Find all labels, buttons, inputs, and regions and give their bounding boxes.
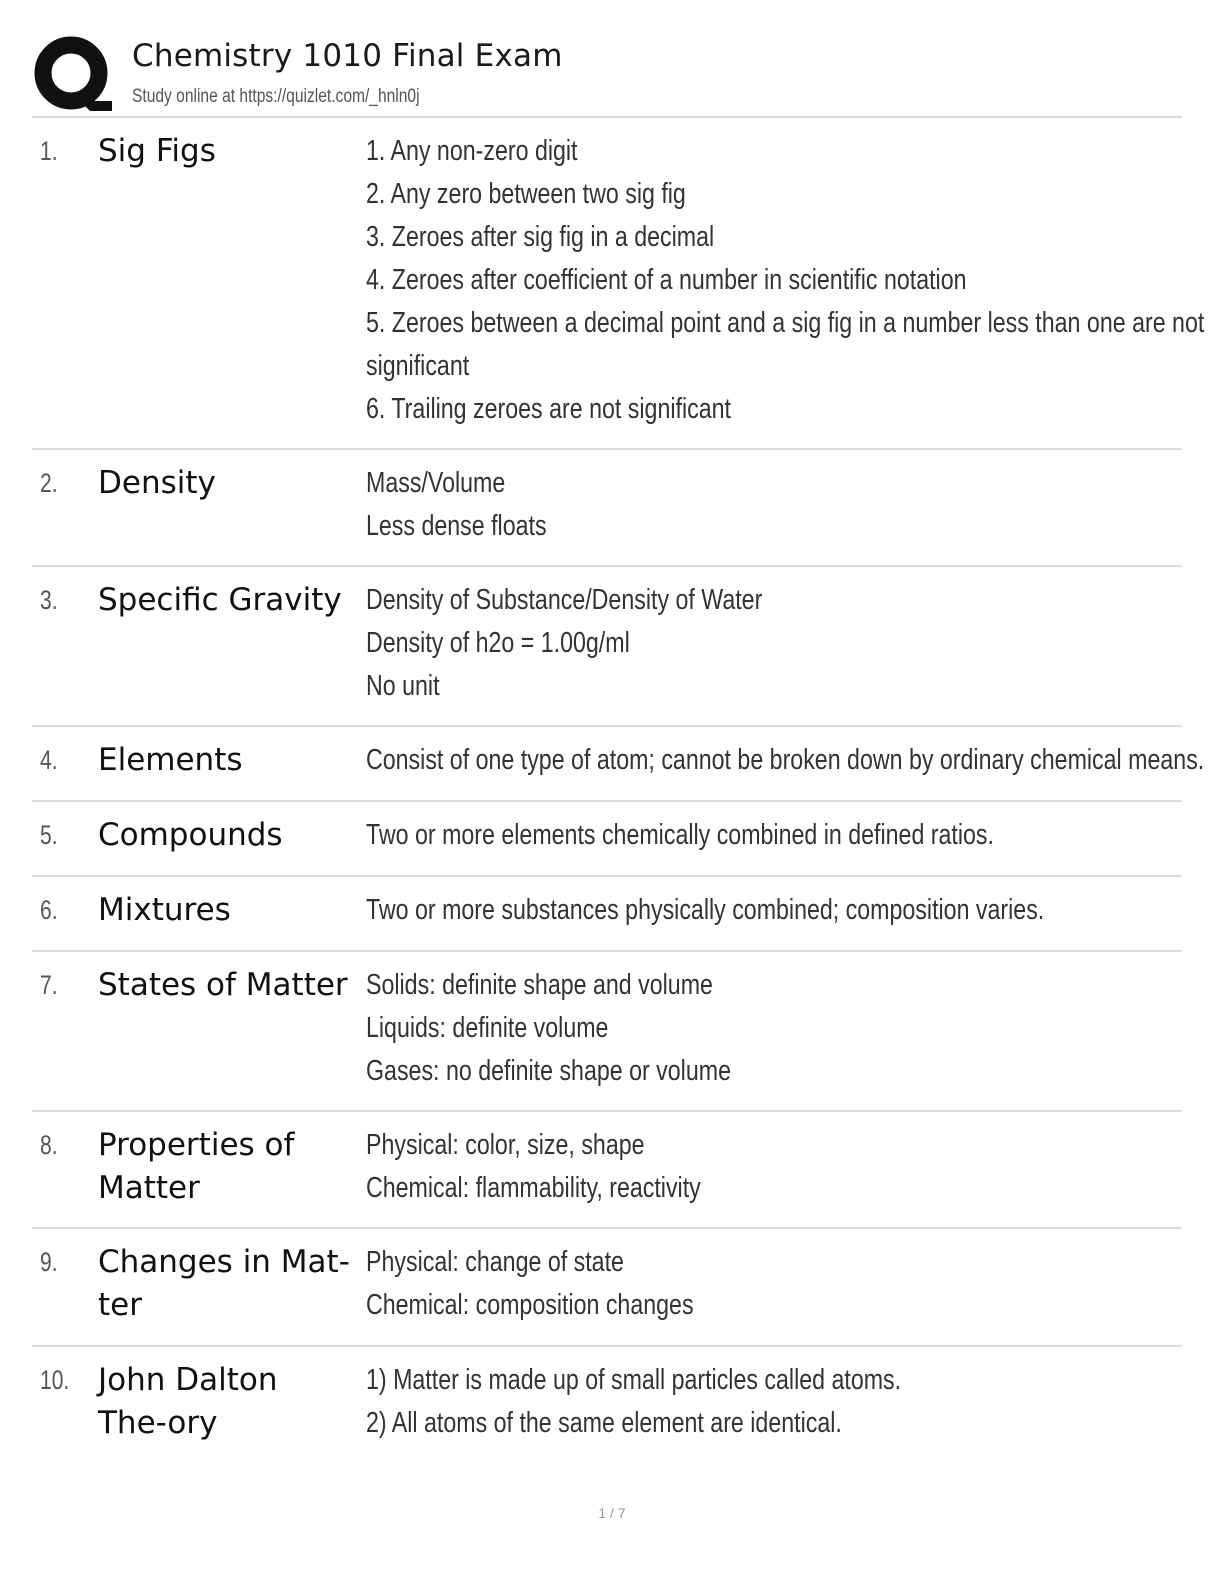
flashcard-list xyxy=(32,118,1205,1465)
card-number: 6. xyxy=(40,895,58,925)
card-number: 5. xyxy=(40,820,58,850)
page-title: Chemistry 1010 Final Exam xyxy=(132,38,563,74)
definition-line: Two or more elements chemically combined in defined ratios. xyxy=(366,819,994,851)
card-number: 9. xyxy=(40,1247,58,1277)
study-link[interactable]: Study online at https://quizlet.com/_hnln0j xyxy=(132,86,420,107)
definition-line: significant xyxy=(366,350,470,382)
card-number: 2. xyxy=(40,468,58,498)
card-row xyxy=(32,952,1182,1112)
card-row xyxy=(32,450,1182,567)
card-term: Density xyxy=(98,465,216,501)
card-number: 4. xyxy=(40,745,58,775)
card-term: Changes in Mat-ter xyxy=(98,1244,350,1323)
card-definition xyxy=(366,1241,1150,1327)
definition-line: Solids: definite shape and volume xyxy=(366,969,713,1001)
definition-line: Gases: no definite shape or volume xyxy=(366,1055,731,1087)
card-definition xyxy=(366,889,1150,932)
definition-line: 1. Any non-zero digit xyxy=(366,135,578,167)
definition-line: Mass/Volume xyxy=(366,467,506,499)
card-row xyxy=(32,118,1205,450)
definition-line: Physical: color, size, shape xyxy=(366,1129,645,1161)
definition-line: 6. Trailing zeroes are not significant xyxy=(366,393,731,425)
quizlet-logo-icon xyxy=(34,35,112,113)
card-number: 1. xyxy=(40,136,58,166)
card-term: States of Matter xyxy=(98,967,348,1003)
card-term: Elements xyxy=(98,742,243,778)
definition-line: 1) Matter is made up of small particles called atoms. xyxy=(366,1364,902,1396)
card-number: 7. xyxy=(40,970,58,1000)
card-definition xyxy=(366,1359,1150,1445)
definition-line: No unit xyxy=(366,670,440,702)
card-term: John Dalton The-ory xyxy=(98,1362,278,1441)
definition-line: 5. Zeroes between a decimal point and a sig fig in a number less than one are not xyxy=(366,307,1205,339)
definition-line: Liquids: definite volume xyxy=(366,1012,609,1044)
card-row xyxy=(32,1112,1182,1229)
card-number: 3. xyxy=(40,585,58,615)
definition-line: Density of Substance/Density of Water xyxy=(366,584,763,616)
card-row xyxy=(32,877,1182,952)
definition-line: 3. Zeroes after sig fig in a decimal xyxy=(366,221,715,253)
definition-line: Density of h2o = 1.00g/ml xyxy=(366,627,630,659)
card-row xyxy=(32,802,1182,877)
card-definition xyxy=(366,462,1150,548)
definition-line: Chemical: flammability, reactivity xyxy=(366,1172,701,1204)
card-term: Compounds xyxy=(98,817,283,853)
page-number: 1 / 7 xyxy=(598,1505,626,1521)
document-header xyxy=(34,30,1182,116)
definition-line: Less dense floats xyxy=(366,510,547,542)
card-definition xyxy=(366,130,1205,431)
card-row xyxy=(32,1229,1182,1347)
card-term: Sig Figs xyxy=(98,133,216,169)
card-definition xyxy=(366,739,1205,782)
card-definition xyxy=(366,964,1150,1093)
card-term: Properties of Matter xyxy=(98,1127,295,1206)
definition-line: Two or more substances physically combined; composition varies. xyxy=(366,894,1045,926)
definition-line: Consist of one type of atom; cannot be broken down by ordinary chemical means. xyxy=(366,744,1205,776)
card-number: 8. xyxy=(40,1130,58,1160)
card-row xyxy=(32,727,1205,802)
card-term: Mixtures xyxy=(98,892,231,928)
card-number: 10. xyxy=(40,1365,70,1395)
definition-line: 2) All atoms of the same element are identical. xyxy=(366,1407,842,1439)
card-definition xyxy=(366,814,1150,857)
card-row xyxy=(32,1347,1182,1465)
card-row xyxy=(32,567,1182,727)
card-term: Specific Gravity xyxy=(98,582,342,618)
card-definition xyxy=(366,579,1150,708)
definition-line: Chemical: composition changes xyxy=(366,1289,694,1321)
card-definition xyxy=(366,1124,1150,1210)
definition-line: 4. Zeroes after coefficient of a number in scientific notation xyxy=(366,264,967,296)
definition-line: Physical: change of state xyxy=(366,1246,624,1278)
definition-line: 2. Any zero between two sig fig xyxy=(366,178,686,210)
